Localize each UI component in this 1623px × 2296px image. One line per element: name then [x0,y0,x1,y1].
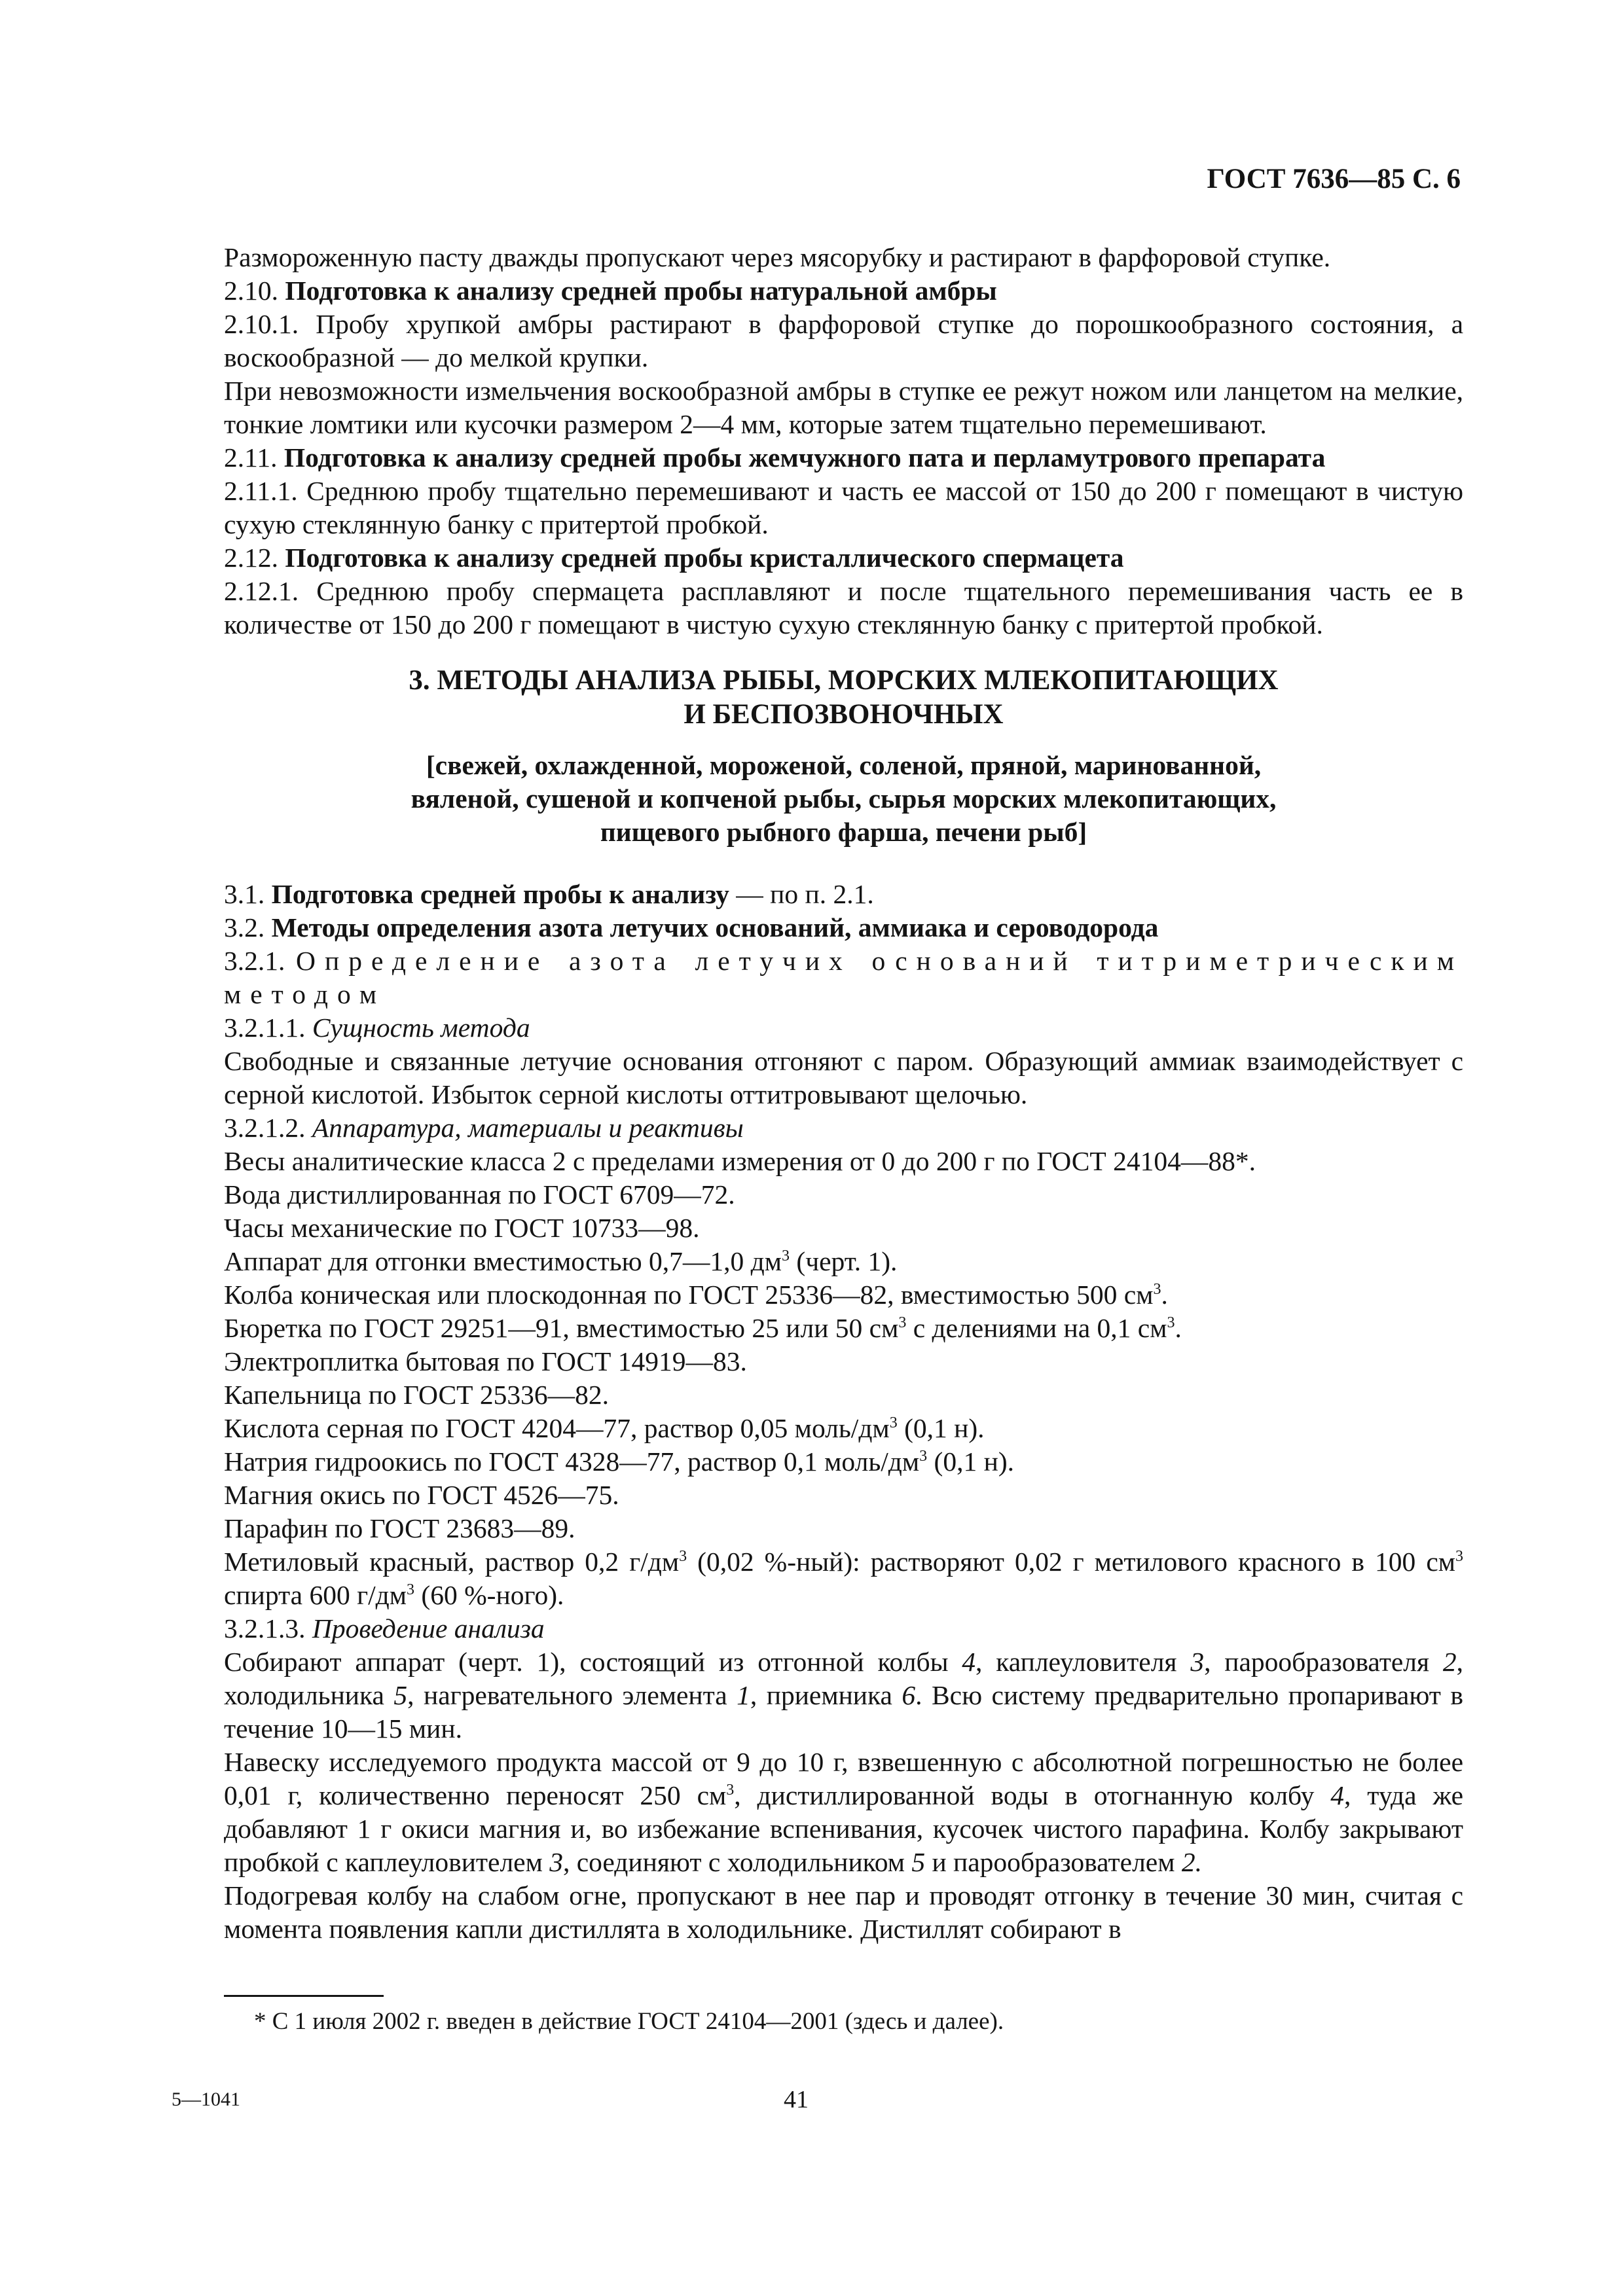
section-3-title [224,664,1463,732]
equipment-item [224,1278,1463,1312]
text: (черт. 1). [790,1246,898,1276]
text: Бюретка по ГОСТ 29251—91, вместимостью 25 или 50 см [224,1313,899,1343]
text: , туда же добавляют 1 г окиси магния и, во избежание вспенивания, кусочек чистого парафина. Колбу закрывают пробкой с каплеуловителем [224,1780,1464,1877]
ref-number: 2. [1181,1847,1202,1877]
equipment-item [224,1312,1463,1345]
text: , приемника [750,1680,902,1710]
paragraph-2-11 [224,441,1463,475]
equipment-item: Вода дистиллированная по ГОСТ 6709—72. [224,1179,735,1210]
text: Навеску исследуемого продукта массой от 9 до 10 г, взвешенную с абсолютной погрешностью не более 0,01 г, количественно переносят 250 см [224,1747,1463,1810]
equipment-item: Электроплитка бытовая по ГОСТ 14919—83. [224,1346,747,1376]
section-title-line: 3. МЕТОДЫ АНАЛИЗА РЫБЫ, МОРСКИХ МЛЕКОПИТАЮЩИХ [409,665,1279,696]
text: . [1161,1280,1168,1310]
paragraph [224,241,1463,274]
text: и парообразователем [925,1847,1182,1877]
superscript: 3 [889,1414,898,1431]
text: (0,02 %-ный): растворяют 0,02 г метилового красного в 100 см [687,1547,1456,1577]
ref-number: 5 [911,1847,926,1877]
superscript: 3 [1167,1314,1175,1331]
paragraph [224,1746,1463,1879]
text: с делениями на 0,1 см [906,1313,1167,1343]
footnote [224,2007,1463,2037]
clause-heading: Методы определения азота летучих оснований, аммиака и сероводорода [271,912,1159,942]
print-code: 5—1041 [172,2089,240,2110]
text: , соединяют с холодильником [562,1847,912,1877]
paragraph-2-12 [224,541,1463,575]
clause-heading: Подготовка к анализу средней пробы кристаллического спермацета [285,543,1124,573]
paragraph: Подогревая колбу на слабом огне, пропускают в нее пар и проводят отгонку в течение 30 мин, считая с момента появления капли дистиллята в холодильнике. Дистиллят собирают в [224,1880,1463,1944]
ref-number: 4 [1330,1780,1344,1810]
paragraph-3-2-1 [224,944,1463,1011]
italic-heading: Проведение анализа [312,1613,545,1643]
superscript: 3 [782,1247,790,1265]
italic-heading: Сущность метода [312,1013,530,1043]
equipment-item [224,1545,1463,1612]
ref-number: 1 [737,1680,750,1710]
equipment-item: Капельница по ГОСТ 25336—82. [224,1380,609,1410]
text: . [1175,1313,1182,1343]
clause-number: 3.2.1.1. [224,1013,312,1043]
clause-heading: Подготовка к анализу средней пробы жемчужного пата и перламутрового препарата [283,442,1326,473]
text: Натрия гидроокись по ГОСТ 4328—77, раствор 0,1 моль/дм [224,1446,920,1477]
section-subtitle-line: вяленой, сушеной и копченой рыбы, сырья морских млекопитающих, [410,783,1277,814]
superscript: 3 [726,1782,735,1799]
paragraph: Свободные и связанные летучие основания отгоняют с паром. Образующий аммиак взаимодействует с серной кислотой. Избыток серной кислоты оттитровывают щелочью. [224,1046,1463,1109]
equipment-item [224,1245,1463,1278]
section-subtitle-line: [свежей, охлажденной, мороженой, соленой, пряной, маринованной, [426,750,1262,780]
superscript: 3 [898,1314,907,1331]
clause-number: 3.2.1. [224,946,297,976]
text: (60 %-ного). [414,1580,564,1610]
page-body [224,241,1463,1946]
ref-number: 3 [549,1847,563,1877]
text: , парообразователя [1204,1647,1443,1677]
text: Метиловый красный, раствор 0,2 г/дм [224,1547,680,1577]
text: , дистиллированной воды в отогнанную колбу [734,1780,1331,1810]
paragraph: При невозможности измельчения воскообразной амбры в ступке ее режут ножом или ланцетом на мелкие, тонкие ломтики или кусочки размером 2—4 мм, которые затем тщательно перемешивают. [224,376,1463,439]
equipment-item: Весы аналитические класса 2 с пределами измерения от 0 до 200 г по ГОСТ 24104—88*. [224,1146,1256,1176]
text: (0,1 н). [897,1413,985,1443]
paragraph-3-2-1-1 [224,1011,1463,1045]
text: , нагревательного элемента [407,1680,737,1710]
paragraph-3-2-1-2 [224,1111,1463,1145]
text: спирта 600 г/дм [224,1580,407,1610]
clause-number: 3.2. [224,912,272,942]
section-subtitle-line: пищевого рыбного фарша, печени рыб] [600,817,1087,847]
paragraph-text: Размороженную пасту дважды пропускают через мясорубку и растирают в фарфоровой ступке. [224,242,1331,272]
ref-number: 2 [1442,1647,1457,1677]
section-title-line: И БЕСПОЗВОНОЧНЫХ [684,699,1004,730]
text: . Всю систему предварительно пропаривают в течение 10—15 мин. [224,1680,1463,1744]
footnote-rule [224,1995,384,1997]
superscript: 3 [919,1448,928,1465]
equipment-item: Магния окись по ГОСТ 4526—75. [224,1480,619,1510]
superscript: 3 [407,1581,415,1598]
equipment-item: Часы механические по ГОСТ 10733—98. [224,1213,700,1243]
ref-number: 5 [393,1680,408,1710]
clause-number: 2.11. [224,442,284,473]
ref-number: 4 [962,1647,976,1677]
superscript: 3 [1153,1281,1161,1298]
clause-number: 3.1. [224,879,272,909]
clause-number: 2.12. [224,543,285,573]
paragraph-3-1 [224,878,1463,911]
text: Кислота серная по ГОСТ 4204—77, раствор 0,05 моль/дм [224,1413,890,1443]
page-number: 41 [784,2086,809,2113]
clause-heading: Подготовка к анализу средней пробы натуральной амбры [285,276,997,306]
equipment-item: Парафин по ГОСТ 23683—89. [224,1513,575,1543]
text: , каплеуловителя [976,1647,1191,1677]
running-header: ГОСТ 7636—85 С. 6 [1207,164,1461,194]
clause-number: 3.2.1.2. [224,1113,312,1143]
clause-number: 3.2.1.3. [224,1613,312,1643]
clause-text: — по п. 2.1. [729,879,874,909]
section-3-subtitle [224,749,1463,849]
superscript: 3 [679,1548,687,1565]
italic-heading: Аппаратура, материалы и реактивы [312,1113,744,1143]
text: (0,1 н). [927,1446,1015,1477]
paragraph-3-2-1-3 [224,1612,1463,1645]
paragraph-3-2 [224,911,1463,944]
text: Собирают аппарат (черт. 1), состоящий из отгонной колбы [224,1647,962,1677]
clause-heading: Подготовка средней пробы к анализу [271,879,729,909]
equipment-item [224,1412,1463,1445]
clause-number: 2.10. [224,276,285,306]
paragraph-2-12-1: 2.12.1. Среднюю пробу спермацета расплавляют и после тщательного перемешивания часть ее в количестве от 150 до 200 г помещают в чистую сухую стеклянную банку с притертой пробкой. [224,576,1463,639]
spaced-heading: Определение азота летучих оснований титриметрическим методом [224,946,1463,1009]
paragraph-2-11-1: 2.11.1. Среднюю пробу тщательно перемешивают и часть ее массой от 150 до 200 г помещают в чистую сухую стеклянную банку с притертой пробкой. [224,476,1463,539]
text: , холодильника [224,1647,1464,1710]
text: Колба коническая или плоскодонная по ГОСТ 25336—82, вместимостью 500 см [224,1280,1154,1310]
footnote-text: * С 1 июля 2002 г. введен в действие ГОСТ 24104—2001 (здесь и далее). [254,2008,1004,2035]
paragraph-2-10 [224,274,1463,308]
text: Аппарат для отгонки вместимостью 0,7—1,0 дм [224,1246,782,1276]
ref-number: 6 [902,1680,916,1710]
superscript: 3 [1455,1548,1464,1565]
paragraph [224,1645,1463,1746]
equipment-item [224,1445,1463,1479]
ref-number: 3 [1190,1647,1205,1677]
paragraph-2-10-1: 2.10.1. Пробу хрупкой амбры растирают в фарфоровой ступке до порошкообразного состояния, а воскообразной — до мелкой крупки. [224,309,1463,372]
